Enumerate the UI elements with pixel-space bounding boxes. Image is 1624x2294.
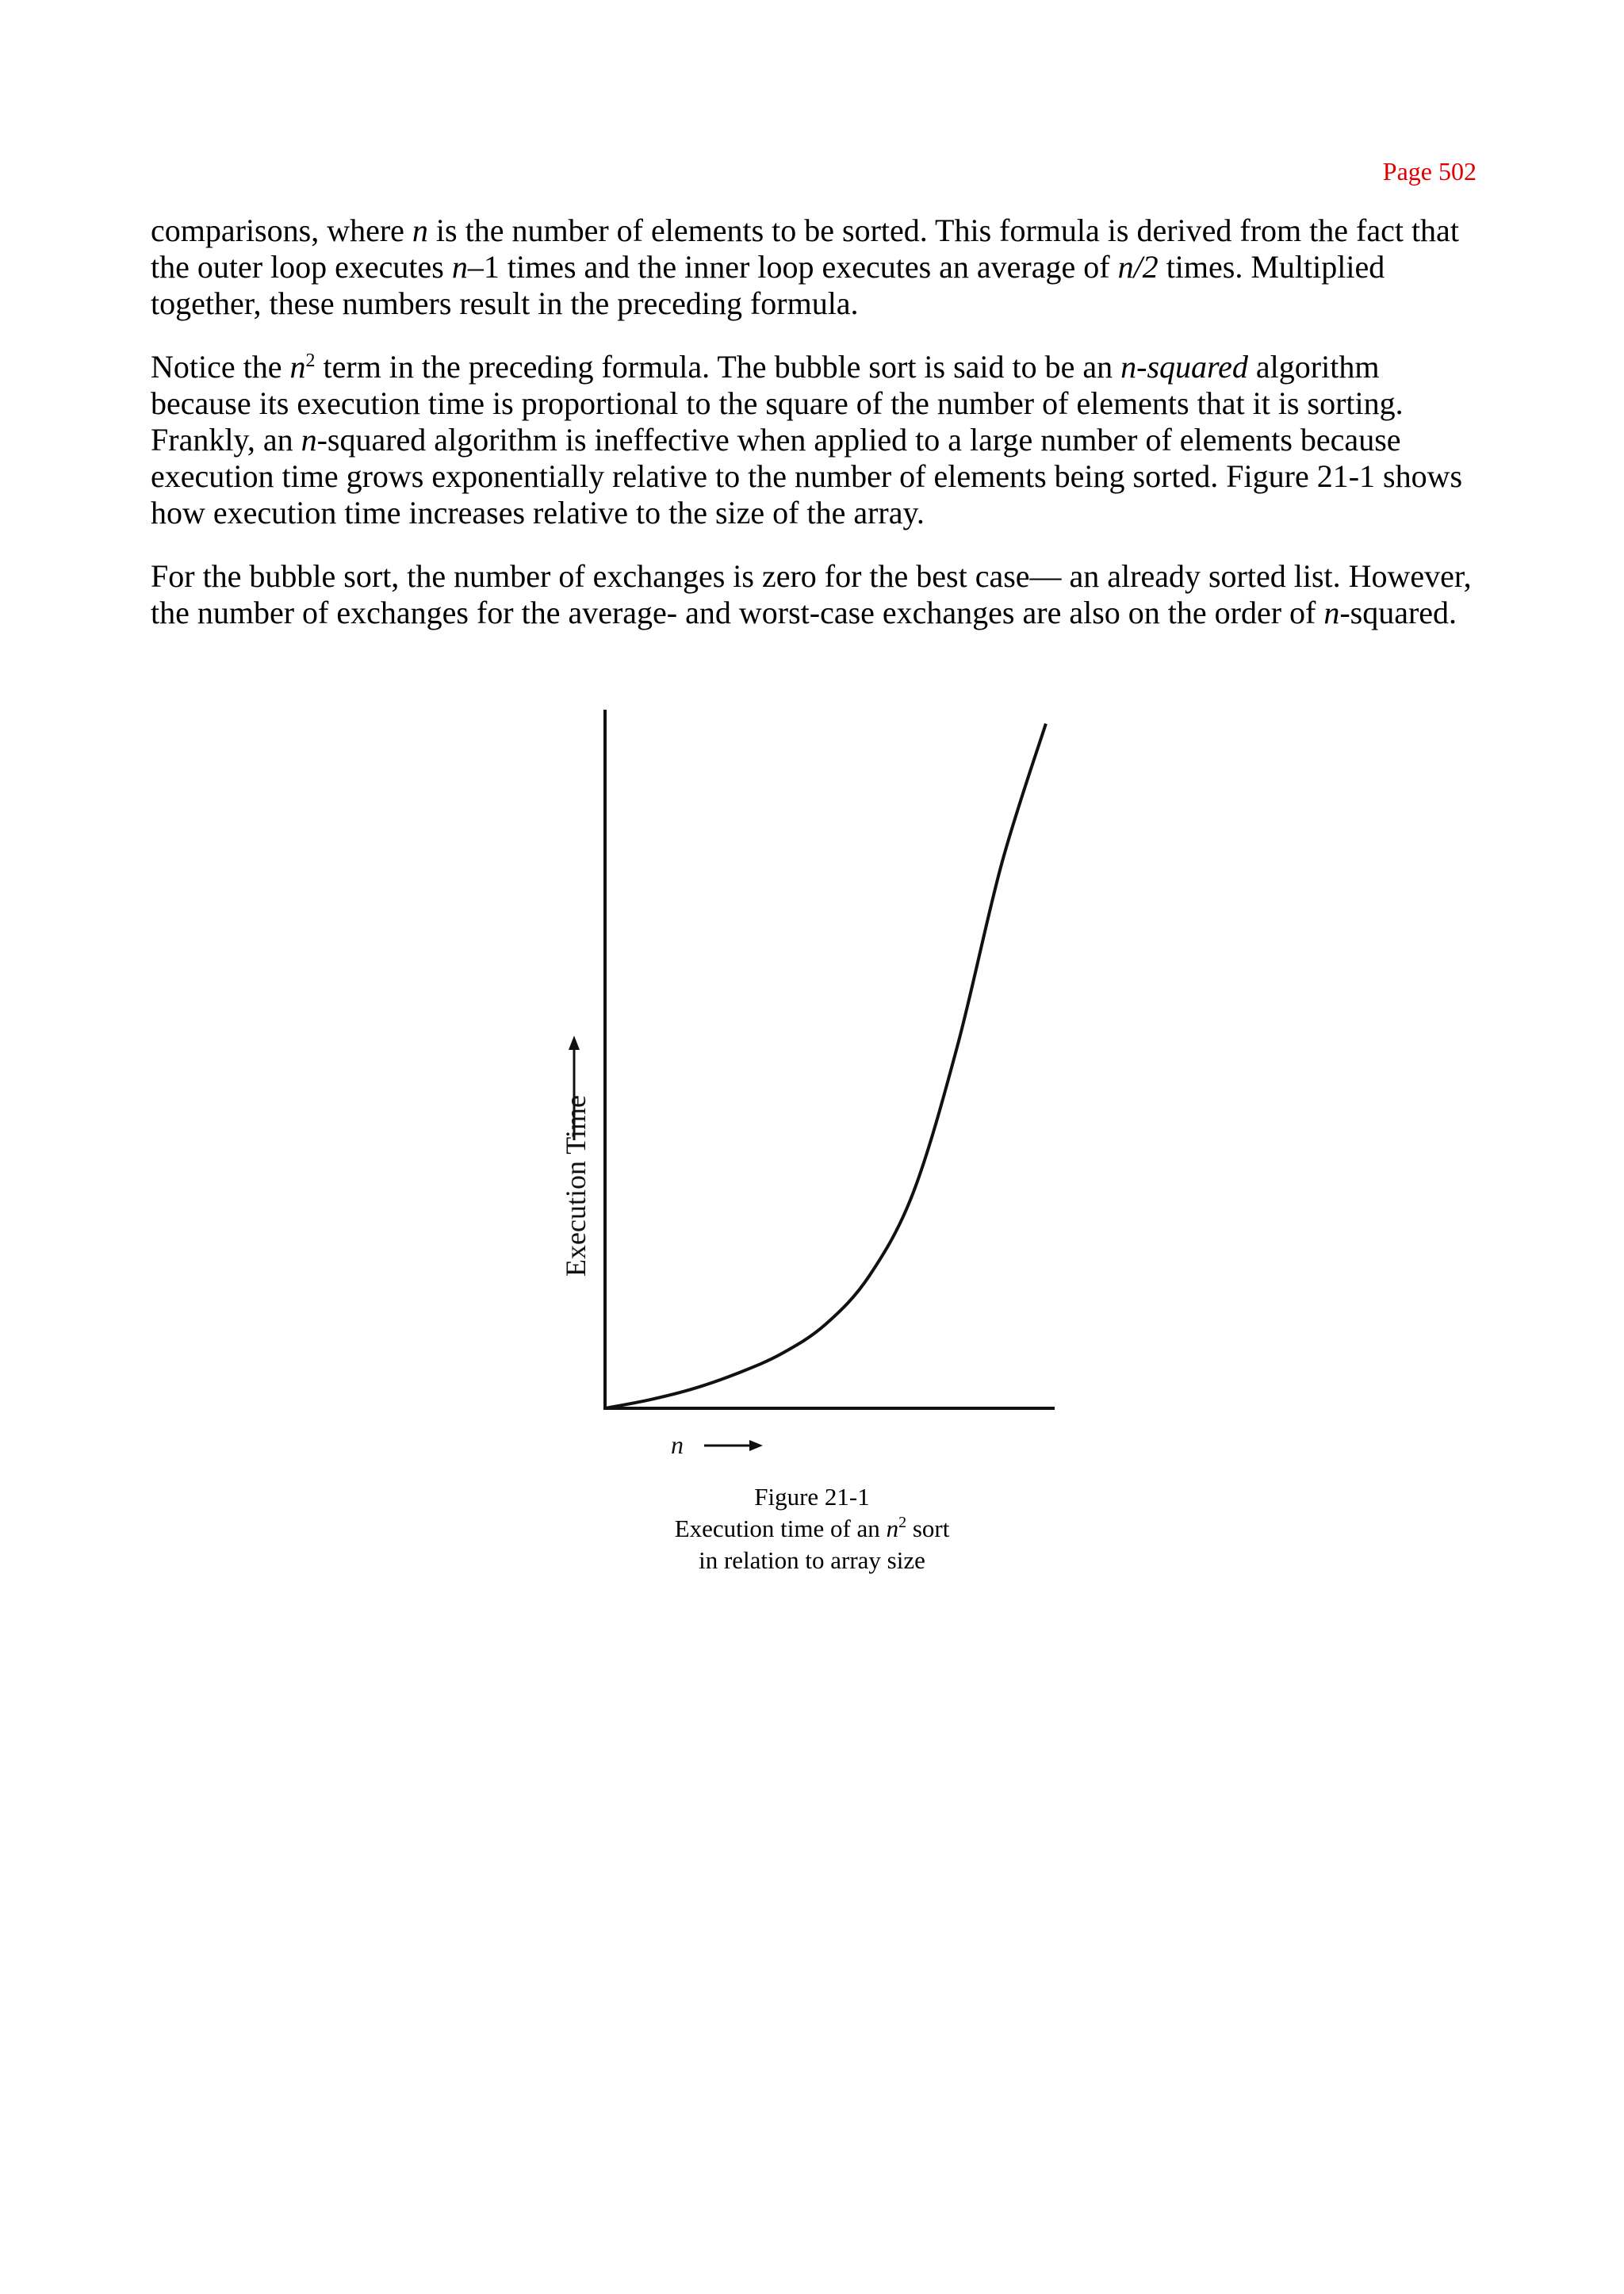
caption-line-1: Figure 21-1	[754, 1483, 870, 1511]
x-axis-arrow-head	[749, 1440, 763, 1451]
paragraph-3: For the bubble sort, the number of exchanges is zero for the best case— an already sorted list. However, the number of exchanges for the average- and worst-case exchanges are also on the order of n-squared.	[151, 558, 1472, 630]
paragraph-2: Notice the $n^2$ term in the preceding formula. The bubble sort is said to be an n-squared algorithm because its execution time is proportional to the square of the number of elements that it is sorting. Frankly, an n-squared algorithm is ineffective when applied to a large number of elements because execution time grows exponentially relative to the number of elements being sorted. Figure 21-1 shows how execution time increases relative to the size of the array.	[151, 349, 1463, 530]
paragraph-1: comparisons, where n is the number of elements to be sorted. This formula is derived from the fact that the outer loop executes n–1 times and the inner loop executes an average of n/2 times. Multiplied together, these numbers result in the preceding formula.	[151, 213, 1459, 321]
caption-line-2: Execution time of an $n^2$ sort	[674, 1514, 950, 1542]
figure-caption	[574, 1481, 1050, 1576]
y-axis-label-group	[560, 1095, 592, 1277]
execution-time-curve	[605, 724, 1046, 1408]
y-axis-arrow-head	[569, 1036, 580, 1050]
page-number: Page 502	[1382, 157, 1477, 186]
caption-line-3: in relation to array size	[699, 1546, 925, 1574]
x-axis-label: n	[671, 1430, 684, 1459]
y-axis-label: Execution Time	[560, 1094, 592, 1277]
